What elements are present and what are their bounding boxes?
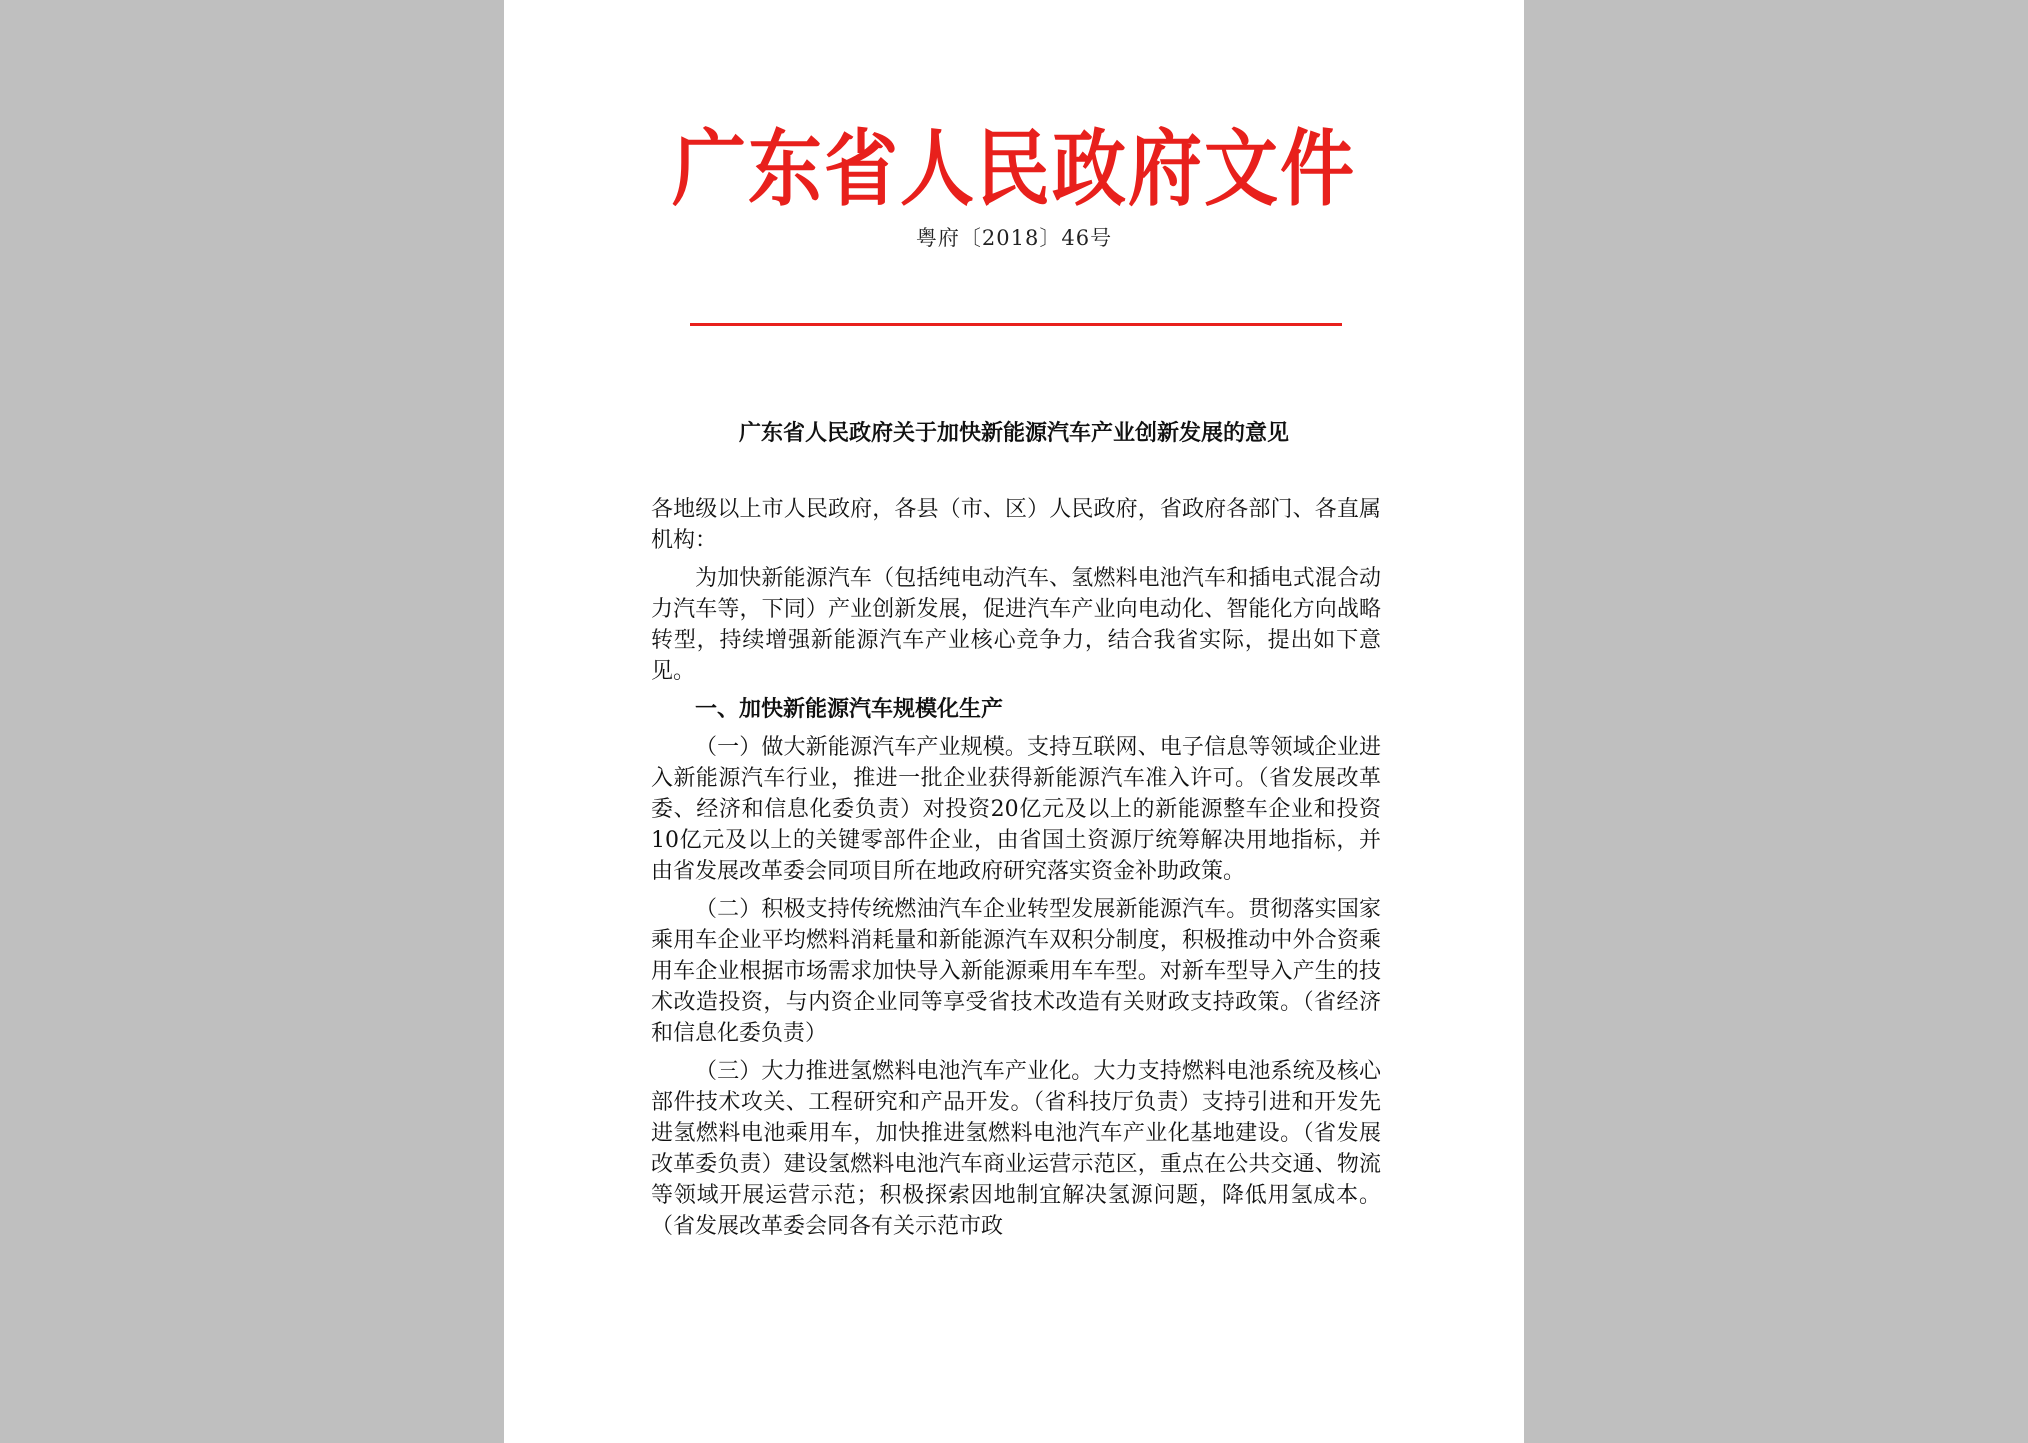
paragraph-item-1: （一）做大新能源汽车产业规模。支持互联网、电子信息等领域企业进入新能源汽车行业，推进一批企业获得新能源汽车准入许可。（省发展改革委、经济和信息化委负责）对投资20亿元及以上的新能源整车企业和投资10亿元及以上的关键零部件企业，由省国土资源厅统筹解决用地指标，并由省发展改革委会同项目所在地政府研究落实资金补助政策。 [651,735,1381,884]
red-separator-line [690,323,1342,326]
document-page [504,0,1524,1443]
document-body [651,494,1381,1249]
paragraph-item-2: （二）积极支持传统燃油汽车企业转型发展新能源汽车。贯彻落实国家乘用车企业平均燃料消耗量和新能源汽车双积分制度，积极推动中外合资乘用车企业根据市场需求加快导入新能源乘用车车型。对新车型导入产生的技术改造投资，与内资企业同等享受省技术改造有关财政支持政策。（省经济和信息化委负责） [651,897,1381,1046]
document-title: 广东省人民政府关于加快新能源汽车产业创新发展的意见 [738,421,1289,446]
addressees: 各地级以上市人民政府，各县（市、区）人民政府，省政府各部门、各直属机构： [651,497,1381,553]
document-number: 粤府〔2018〕46号 [915,226,1113,250]
section-heading: 一、加快新能源汽车规模化生产 [695,697,1004,722]
paragraph-item-3: （三）大力推进氢燃料电池汽车产业化。大力支持燃料电池系统及核心部件技术攻关、工程研究和产品开发。（省科技厅负责）支持引进和开发先进氢燃料电池乘用车，加快推进氢燃料电池汽车产业化基地建设。（省发展改革委负责）建设氢燃料电池汽车商业运营示范区，重点在公共交通、物流等领域开展运营示范；积极探索因地制宜解决氢源问题，降低用氢成本。（省发展改革委会同各有关示范市政 [651,1059,1381,1239]
intro-paragraph: 为加快新能源汽车（包括纯电动汽车、氢燃料电池汽车和插电式混合动力汽车等，下同）产业创新发展，促进汽车产业向电动化、智能化方向战略转型，持续增强新能源汽车产业核心竞争力，结合我省实际，提出如下意见。 [651,566,1381,684]
issuer-header: 广东省人民政府文件 [672,121,1356,218]
